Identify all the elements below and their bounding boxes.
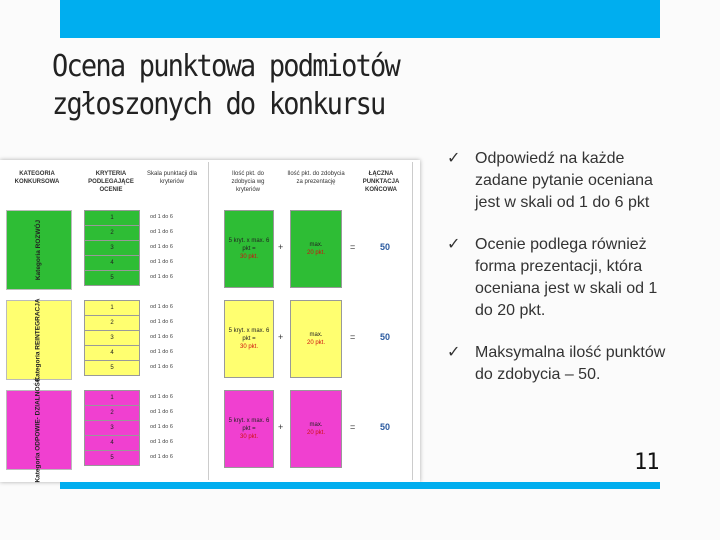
criterion-number: 5 [84,360,140,376]
criterion-scale: od 1 do 6 [150,454,173,460]
category-label-wrap [7,377,71,483]
bullet-item [445,148,675,214]
criterion-number: 2 [84,405,140,421]
presentation-points-text [307,421,325,437]
criterion-scale: od 1 do 6 [150,319,173,325]
equals-sign: = [350,332,356,342]
header-laczna: ŁĄCZNA PUNKTACJA KOŃCOWA [362,171,400,193]
criterion-number: 5 [84,270,140,286]
presentation-max-value: 20 pkt. [306,250,325,256]
criteria-total: 30 pkt. [239,254,258,260]
final-total: 50 [380,422,391,432]
criterion-scale: od 1 do 6 [150,259,173,265]
criterion-scale: od 1 do 6 [150,349,173,355]
criterion-scale: od 1 do 6 [150,409,173,415]
criterion-number: 3 [84,240,140,256]
criterion-scale: od 1 do 6 [150,229,173,235]
presentation-points-box [290,210,342,288]
criterion-number: 1 [84,390,140,406]
criteria-points-box [224,390,274,468]
criterion-number: 3 [84,420,140,436]
plus-sign: + [278,242,284,252]
criterion-scale: od 1 do 6 [150,364,173,370]
checkmark-icon: ✓ [447,344,461,361]
category-label: Kategoria REINTEGRACJA [35,298,43,382]
criteria-points-text [225,417,273,441]
header-kryteria: KRYTERIA PODLEGAJĄCE OCENIE [88,171,134,193]
criterion-scale: od 1 do 6 [150,274,173,280]
plus-sign: + [278,332,284,342]
criterion-number: 4 [84,435,140,451]
title-line-1: Ocena punktowa podmiotów [52,49,399,84]
criteria-total: 30 pkt. [239,344,258,350]
equals-sign: = [350,242,356,252]
criterion-number: 5 [84,450,140,466]
final-total: 50 [380,242,391,252]
criterion-number: 2 [84,315,140,331]
bullet-text: Maksymalna ilość punktów do zdobycia – 50. [475,344,666,383]
criterion-scale: od 1 do 6 [150,334,173,340]
criteria-points-text [225,327,273,351]
presentation-points-box [290,300,342,378]
criterion-number: 2 [84,225,140,241]
bullet-item [445,234,675,322]
divider [412,162,413,480]
category-box [6,377,72,483]
title-line-2: zgłoszonych do konkursu [52,87,385,122]
presentation-max-label: max. [309,422,323,428]
bullet-text: Ocenie podlega również forma prezentacji, która oceniana jest w skali od 1 do 20 pkt. [475,236,658,319]
final-total: 50 [380,332,391,342]
header-skala: Skala punktacji dla kryteriów [146,171,198,185]
criteria-formula: 5 kryt. x max. 6 pkt = [228,328,270,342]
checkmark-icon: ✓ [447,150,461,167]
presentation-max-label: max. [309,242,323,248]
header-ilosc-prez: Ilość pkt. do zdobycia za prezentację [287,171,345,185]
presentation-max-label: max. [309,332,323,338]
bottom-accent-bar [60,482,660,489]
presentation-points-text [307,241,325,257]
criteria-formula: 5 kryt. x max. 6 pkt = [228,238,270,252]
presentation-max-value: 20 pkt. [306,430,325,436]
plus-sign: + [278,422,284,432]
category-box [6,210,72,290]
criterion-number: 4 [84,345,140,361]
top-accent-bar [60,0,660,38]
criteria-points-text [225,237,273,261]
slide-title [52,48,556,124]
criterion-number: 1 [84,210,140,226]
category-label: Kategoria ODPOWIE- DZIALNOŚĆ [35,377,42,483]
presentation-max-value: 20 pkt. [306,340,325,346]
equals-sign: = [350,422,356,432]
criterion-number: 4 [84,255,140,271]
divider [208,162,209,480]
presentation-points-box [290,390,342,468]
criterion-scale: od 1 do 6 [150,244,173,250]
criterion-number: 1 [84,300,140,316]
criteria-points-box [224,210,274,288]
scoring-table-image [0,160,420,482]
bullet-text: Odpowiedź na każde zadane pytanie oceniana jest w skali od 1 do 6 pkt [475,150,653,211]
criterion-scale: od 1 do 6 [150,214,173,220]
criterion-number: 3 [84,330,140,346]
category-label-wrap [7,211,71,289]
criteria-total: 30 pkt. [239,434,258,440]
bullet-item [445,342,675,386]
checkmark-icon: ✓ [447,236,461,253]
criterion-scale: od 1 do 6 [150,394,173,400]
category-label-wrap [7,298,71,382]
criterion-scale: od 1 do 6 [150,304,173,310]
category-label: Kategoria ROZWÓJ [35,219,42,281]
category-box [6,300,72,380]
header-ilosc-kryt: Ilość pkt. do zdobycia wg kryteriów [231,171,265,193]
criterion-scale: od 1 do 6 [150,439,173,445]
criteria-formula: 5 kryt. x max. 6 pkt = [228,418,270,432]
bullet-list [445,148,675,406]
criteria-points-box [224,300,274,378]
criterion-scale: od 1 do 6 [150,424,173,430]
page-number: 11 [634,450,659,475]
header-kategoria: KATEGORIA KONKURSOWA [14,171,60,185]
presentation-points-text [307,331,325,347]
